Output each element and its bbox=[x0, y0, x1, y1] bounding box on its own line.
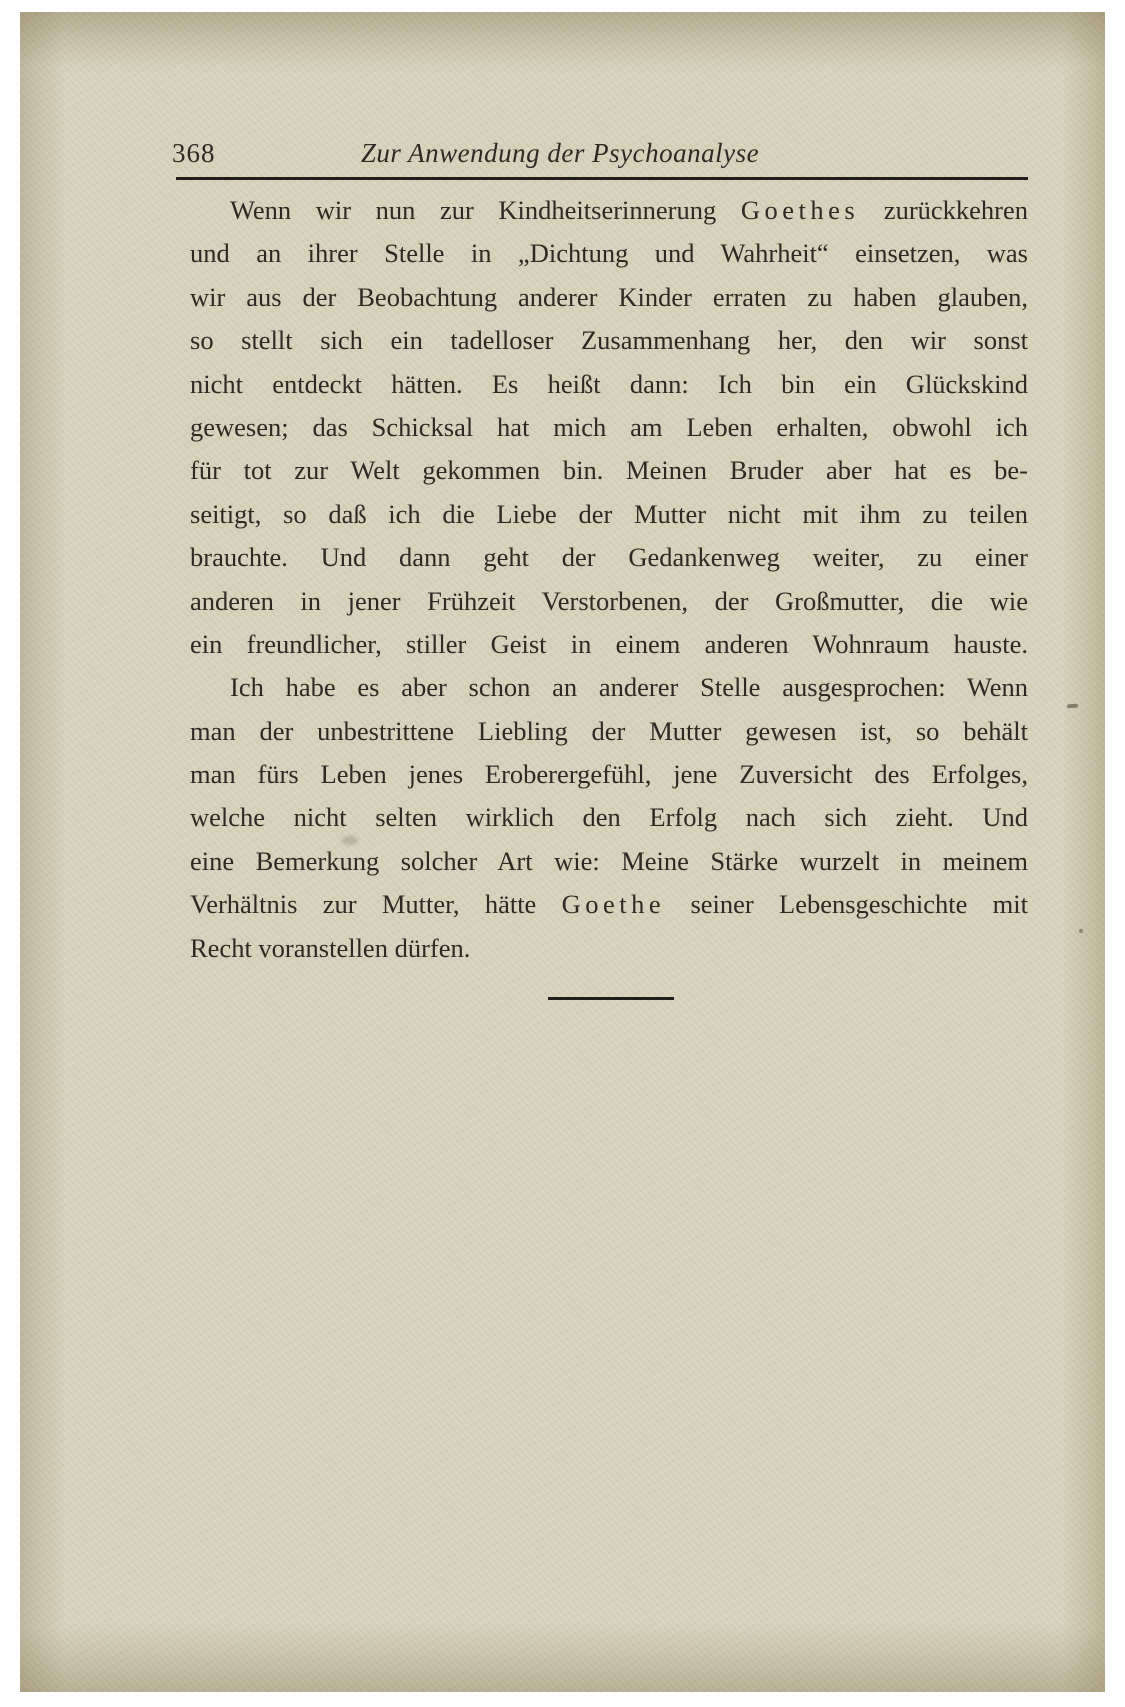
letterspaced-name: Goethes bbox=[740, 195, 860, 225]
text-line bbox=[176, 796, 1028, 839]
text-segment: man der unbestrittene Liebling der Mutter gewesen ist, so behält bbox=[190, 715, 1028, 746]
letterspaced-name: Goethe bbox=[561, 889, 666, 920]
text-line bbox=[176, 623, 1028, 666]
running-title: Zur Anwendung der Psychoanalyse bbox=[360, 138, 760, 168]
text-line bbox=[176, 232, 1028, 275]
text-segment: seiner Lebensgeschichte mit bbox=[665, 889, 1028, 920]
page-number: 368 bbox=[172, 138, 216, 168]
text-segment: eine Bemerkung solcher Art wie: Meine Stärke wurzelt in meinem bbox=[190, 845, 1028, 876]
text-segment: Verhältnis zur Mutter, hätte bbox=[190, 889, 562, 920]
text-line bbox=[176, 493, 1028, 536]
text-line bbox=[176, 276, 1028, 319]
text-segment: wir aus der Beobachtung anderer Kinder erraten zu haben glauben, bbox=[190, 281, 1028, 312]
text-line bbox=[176, 710, 1028, 753]
text-line bbox=[176, 189, 1028, 232]
text-line bbox=[176, 840, 1028, 883]
text-line bbox=[176, 927, 1028, 970]
paper-smudge bbox=[342, 836, 358, 845]
paragraph bbox=[176, 666, 1028, 970]
text-line bbox=[176, 753, 1028, 796]
text-segment: zurückkehren bbox=[859, 195, 1028, 225]
scanned-page bbox=[20, 12, 1105, 1692]
text-line bbox=[176, 536, 1028, 579]
text-line bbox=[176, 363, 1028, 406]
text-segment: Wenn wir nun zur Kindheitserinnerung bbox=[230, 195, 741, 225]
margin-speck bbox=[1079, 929, 1083, 933]
margin-pencil-dash bbox=[1067, 704, 1078, 709]
text-segment: anderen in jener Frühzeit Verstorbenen, der Großmutter, die wie bbox=[190, 585, 1028, 616]
text-segment: für tot zur Welt gekommen bin. Meinen Bruder aber hat es be- bbox=[190, 455, 1028, 486]
text-segment: ein freundlicher, stiller Geist in einem anderen Wohnraum hauste. bbox=[190, 628, 1028, 659]
text-line bbox=[176, 319, 1028, 362]
text-segment: gewesen; das Schicksal hat mich am Leben erhalten, obwohl ich bbox=[190, 411, 1028, 442]
text-segment: so stellt sich ein tadelloser Zusammenhang her, den wir sonst bbox=[190, 325, 1028, 356]
text-column bbox=[172, 136, 1028, 1000]
text-segment: Recht voranstellen dürfen. bbox=[190, 932, 471, 963]
page-header bbox=[172, 136, 1028, 170]
text-segment: brauchte. Und dann geht der Gedankenweg weiter, zu einer bbox=[190, 542, 1028, 573]
text-line bbox=[176, 580, 1028, 623]
text-segment: man fürs Leben jenes Eroberergefühl, jene Zuversicht des Erfolges, bbox=[190, 759, 1028, 790]
text-segment: Ich habe es aber schon an anderer Stelle ausgesprochen: Wenn bbox=[230, 672, 1028, 703]
text-line bbox=[176, 406, 1028, 449]
text-segment: und an ihrer Stelle in „Dichtung und Wahrheit“ einsetzen, was bbox=[190, 238, 1028, 269]
paragraph bbox=[176, 189, 1028, 666]
text-line bbox=[176, 883, 1028, 926]
text-body bbox=[176, 189, 1028, 970]
text-segment: nicht entdeckt hätten. Es heißt dann: Ich bin ein Glückskind bbox=[190, 368, 1028, 399]
text-line bbox=[176, 449, 1028, 492]
section-divider bbox=[548, 997, 674, 1000]
text-line bbox=[176, 666, 1028, 709]
text-segment: seitigt, so daß ich die Liebe der Mutter nicht mit ihm zu teilen bbox=[190, 498, 1028, 529]
header-rule bbox=[176, 177, 1028, 180]
text-segment: welche nicht selten wirklich den Erfolg nach sich zieht. Und bbox=[190, 802, 1028, 833]
